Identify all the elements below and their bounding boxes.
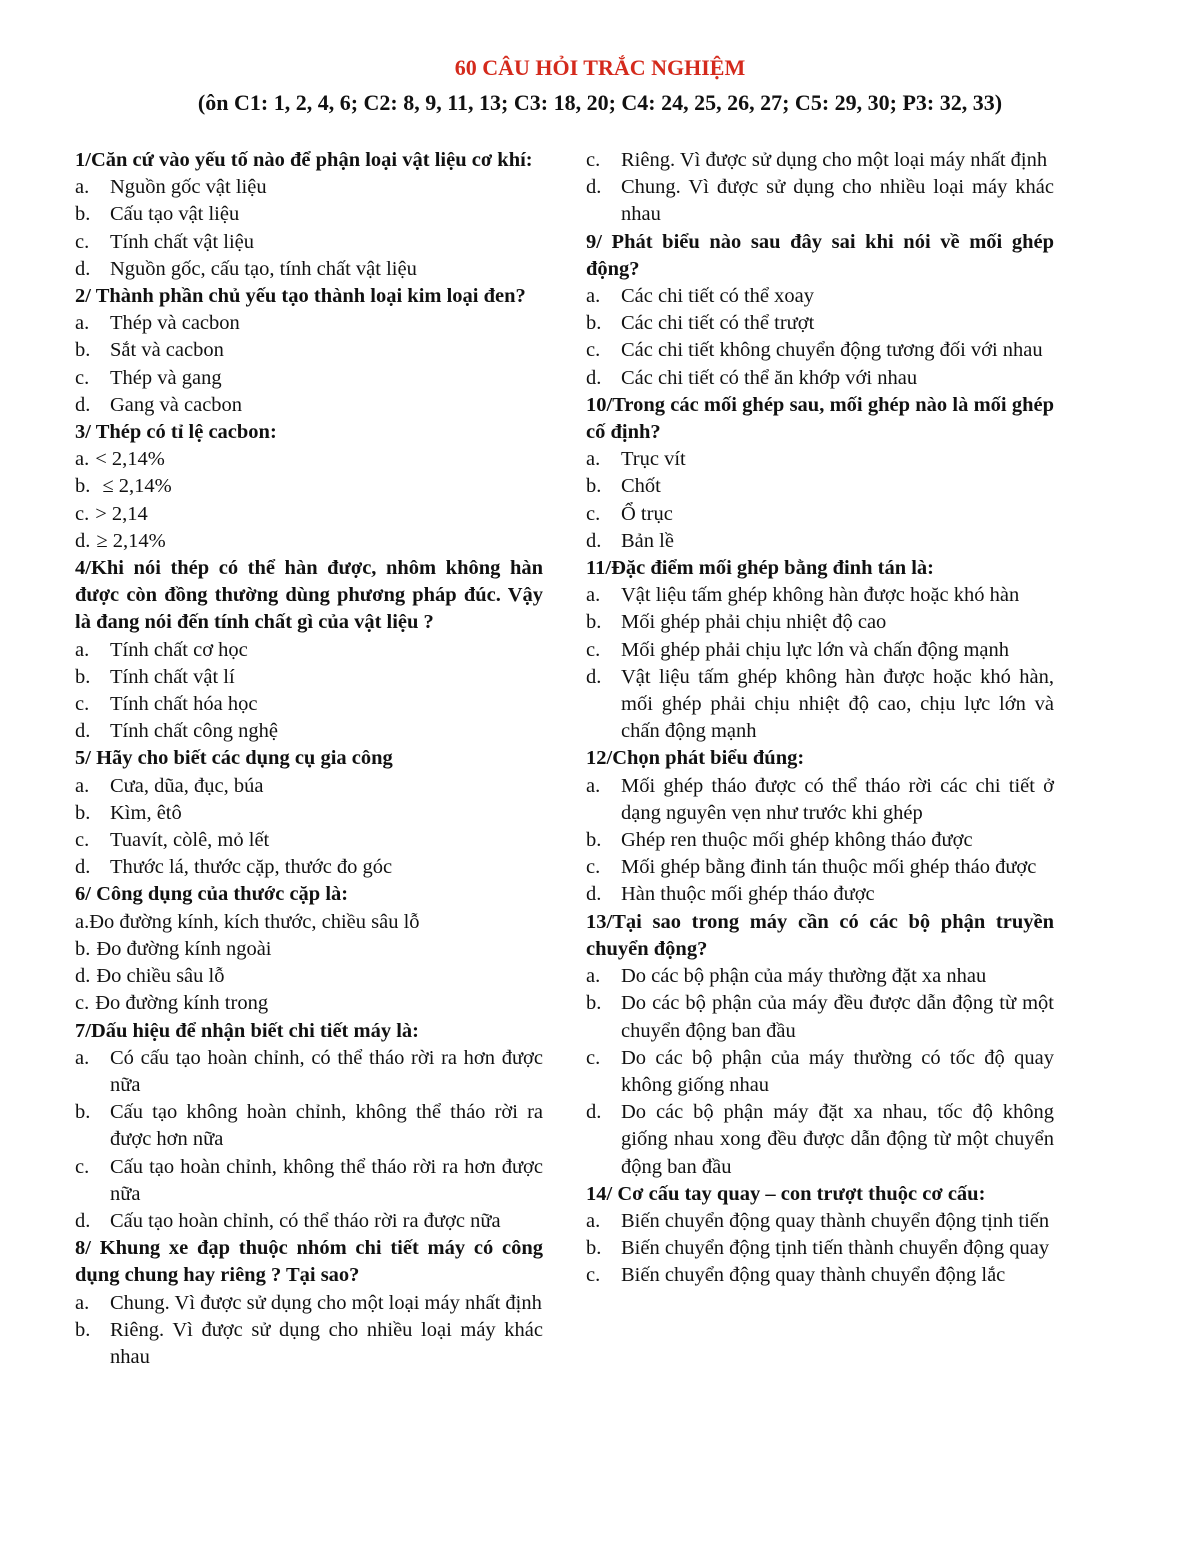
option-5c: c. Tuavít, còlê, mỏ lết [75,829,270,852]
option-7c: c. Cấu tạo hoàn chỉnh, không thể tháo rời ra hơn được nữa [75,1155,543,1205]
option-1c: c. Tính chất vật liệu [75,230,255,253]
question-3: 3/ Thép có tỉ lệ cacbon: [75,421,277,444]
option-5b: b. Kìm, êtô [75,801,182,824]
option-9b: b. Các chi tiết có thể trượt [586,312,815,335]
option-14b: b. Biến chuyển động tịnh tiến thành chuyển động quay [586,1237,1050,1260]
page-title: 60 CÂU HỎI TRẮC NGHIỆM [454,55,746,80]
option-3b: b. ≤ 2,14% [75,475,172,498]
option-8a: a. Chung. Vì được sử dụng cho một loại máy nhất định [75,1291,542,1314]
option-3d: d. ≥ 2,14% [75,529,166,552]
option-2b: b. Sắt và cacbon [75,339,224,362]
option-4c: c. Tính chất hóa học [75,693,258,716]
option-4a: a. Tính chất cơ học [75,638,248,661]
option-4d: d. Tính chất công nghệ [75,720,278,743]
option-7d: d. Cấu tạo hoàn chỉnh, có thể tháo rời ra được nữa [75,1209,501,1232]
option-10c: c. Ổ trục [586,502,673,525]
option-2a: a. Thép và cacbon [75,312,240,335]
option-13b: b. Do các bộ phận của máy đều được dẫn động từ một chuyển động ban đầu [586,992,1054,1042]
question-7: 7/Dấu hiệu để nhận biết chi tiết máy là: [75,1019,419,1042]
option-9c: c. Các chi tiết không chuyển động tương đối với nhau [586,339,1043,362]
option-10a: a. Trục vít [586,448,686,471]
right-column [586,147,1054,1290]
option-3a: a. < 2,14% [75,448,165,471]
option-1a: a. Nguồn gốc vật liệu [75,176,267,199]
option-12d: d. Hàn thuộc mối ghép tháo được [586,883,875,906]
question-12: 12/Chọn phát biểu đúng: [586,747,805,770]
question-9: 9/ Phát biểu nào sau đây sai khi nói về mối ghép động? [586,230,1054,280]
option-12a: a. Mối ghép tháo được có thể tháo rời các chi tiết ở dạng nguyên vẹn như trước khi ghép [586,774,1054,824]
option-6a: a. Đo đường kính, kích thước, chiều sâu lỗ [75,910,420,933]
option-11b: b. Mối ghép phải chịu nhiệt độ cao [586,611,887,634]
question-2: 2/ Thành phần chủ yếu tạo thành loại kim loại đen? [75,285,526,308]
question-13: 13/Tại sao trong máy cần có các bộ phận truyền chuyển động? [586,910,1054,960]
option-3c: c. > 2,14 [75,502,148,525]
option-11c: c. Mối ghép phải chịu lực lớn và chấn động mạnh [586,638,1010,661]
option-11d: d. Vật liệu tấm ghép không hàn được hoặc khó hàn, mối ghép phải chịu nhiệt độ cao, chịu lực lớn và chấn động mạnh [586,665,1054,743]
option-10b: b. Chốt [586,475,661,498]
question-8: 8/ Khung xe đạp thuộc nhóm chi tiết máy có công dụng chung hay riêng ? Tại sao? [75,1237,543,1287]
option-12b: b. Ghép ren thuộc mối ghép không tháo được [586,829,973,852]
option-13d: d. Do các bộ phận máy đặt xa nhau, tốc độ không giống nhau xong đều được dẫn động từ một chuyển động ban đầu [586,1101,1054,1178]
option-10d: d. Bản lề [586,529,674,552]
option-5a: a. Cưa, dũa, đục, búa [75,774,264,797]
option-1d: d. Nguồn gốc, cấu tạo, tính chất vật liệu [75,257,417,280]
option-7b: b. Cấu tạo không hoàn chỉnh, không thể tháo rời ra được hơn nữa [75,1101,543,1151]
option-4b: b. Tính chất vật lí [75,665,235,688]
option-7a: a. Có cấu tạo hoàn chỉnh, có thể tháo rời ra hơn được nữa [75,1046,543,1096]
option-9d: d. Các chi tiết có thể ăn khớp với nhau [586,366,918,389]
question-4: 4/Khi nói thép có thể hàn được, nhôm không hàn được còn đồng thường dùng phương pháp đúc. Vậy là đang nói đến tính chất gì của vật liệu ? [75,557,543,634]
question-11: 11/Đặc điểm mối ghép bằng đinh tán là: [586,557,934,580]
option-11a: a. Vật liệu tấm ghép không hàn được hoặc khó hàn [586,584,1020,607]
question-14: 14/ Cơ cấu tay quay – con trượt thuộc cơ cấu: [586,1182,986,1205]
option-14c: c. Biến chuyển động quay thành chuyển động lắc [586,1264,1006,1287]
option-6d: d. Đo chiều sâu lỗ [75,965,225,988]
question-10: 10/Trong các mối ghép sau, mối ghép nào là mối ghép cố định? [586,393,1054,444]
question-5: 5/ Hãy cho biết các dụng cụ gia công [75,747,393,770]
option-6c: c. Đo đường kính trong [75,992,269,1015]
page-subtitle: (ôn C1: 1, 2, 4, 6; C2: 8, 9, 11, 13; C3: 18, 20; C4: 24, 25, 26, 27; C5: 29, 30; P3: 32, 33) [197,90,1003,115]
option-8d: d. Chung. Vì được sử dụng cho nhiều loại máy khác nhau [586,176,1054,226]
option-14a: a. Biến chuyển động quay thành chuyển động tịnh tiến [586,1209,1050,1232]
option-13c: c. Do các bộ phận của máy thường có tốc độ quay không giống nhau [586,1046,1054,1096]
option-2c: c. Thép và gang [75,366,222,389]
option-8b: b. Riêng. Vì được sử dụng cho nhiều loại máy khác nhau [75,1318,543,1368]
option-13a: a. Do các bộ phận của máy thường đặt xa nhau [586,965,987,988]
option-2d: d. Gang và cacbon [75,393,243,416]
question-6: 6/ Công dụng của thước cặp là: [75,883,349,906]
option-12c: c. Mối ghép bằng đinh tán thuộc mối ghép tháo được [586,856,1037,879]
option-6b: b. Đo đường kính ngoài [75,937,272,960]
question-1: 1/Căn cứ vào yếu tố nào để phận loại vật liệu cơ khí: [75,149,533,171]
option-9a: a. Các chi tiết có thể xoay [586,285,814,308]
option-8c: c. Riêng. Vì được sử dụng cho một loại máy nhất định [586,149,1048,171]
option-1b: b. Cấu tạo vật liệu [75,203,240,226]
left-column [75,147,543,1371]
option-5d: d. Thước lá, thước cặp, thước đo góc [75,856,393,879]
